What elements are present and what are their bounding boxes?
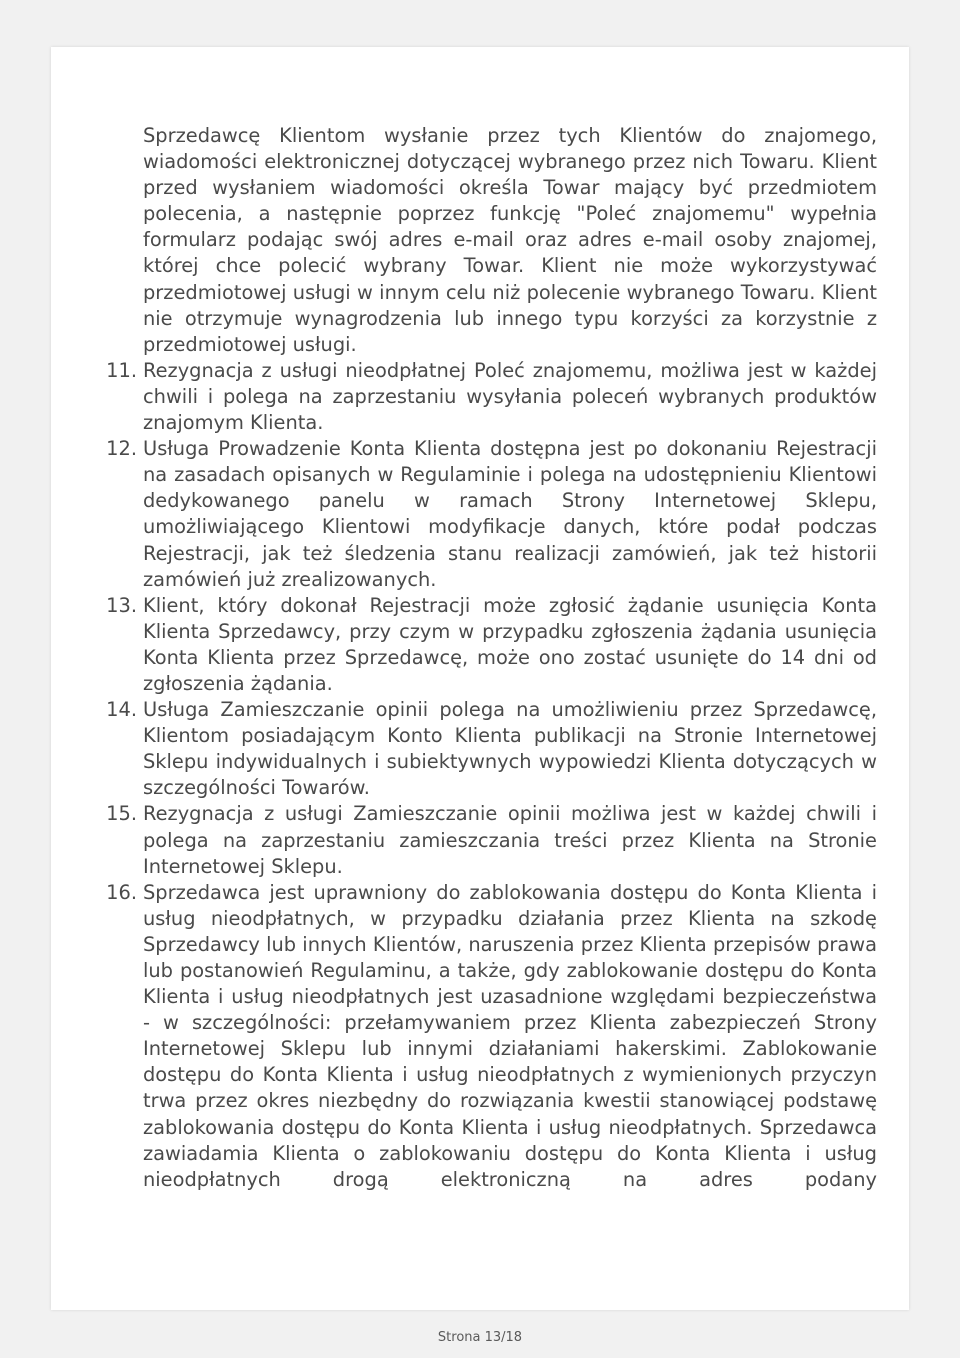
list-item-text: Usługa Zamieszczanie opinii polega na umożliwieniu przez Sprzedawcę, Klientom posiadającym Konto Klienta publikacji na Stronie Internetowej Sklepu indywidualnych i subiektywnych wypowiedzi Klienta dotyczących w szczególności Towarów.	[143, 698, 877, 800]
page-number: Strona 13/18	[437, 1330, 523, 1345]
list-item-number: 14.	[106, 698, 137, 722]
list-item	[106, 880, 877, 1193]
list-item-text: Klient, który dokonał Rejestracji może zgłosić żądanie usunięcia Konta Klienta Sprzedawcy, przy czym w przypadku zgłoszenia żądania usunięcia Konta Klienta przez Sprzedawcę, może ono zostać usunięte do 14 dni od zgłoszenia żądania.	[143, 593, 877, 695]
document-body	[106, 123, 877, 1193]
list-item-text: Rezygnacja z usługi Zamieszczanie opinii możliwa jest w każdej chwili i polega na zaprzestaniu zamieszczania treści przez Klienta na Stronie Internetowej Sklepu.	[143, 802, 877, 878]
list-item	[106, 358, 877, 436]
list-item-text: Sprzedawca jest uprawniony do zablokowania dostępu do Konta Klienta i usług nieodpłatnych, w przypadku działania przez Klienta na szkodę Sprzedawcy lub innych Klientów, naruszenia przez Klienta przepisów prawa lub postanowień Regulaminu, a także, gdy zablokowanie dostępu do Konta Klienta i usług nieodpłatnych jest uzasadnione względami bezpieczeństwa - w szczególności: przełamywaniem przez Klienta zabezpieczeń Strony Internetowej Sklepu lub innymi działaniami hakerskimi. Zablokowanie dostępu do Konta Klienta i usług nieodpłatnych z wymienionych przyczyn trwa przez okres niezbędny do rozwiązania kwestii stanowiącej podstawę zablokowania dostępu do Konta Klienta i usług nieodpłatnych. Sprzedawca zawiadamia Klienta o zablokowaniu dostępu do Konta Klienta i usług nieodpłatnych drogą elektroniczną na adres podany	[143, 880, 877, 1191]
list-item-text: Rezygnacja z usługi nieodpłatnej Poleć znajomemu, możliwa jest w każdej chwili i polega na zaprzestaniu wysyłania poleceń wybranych produktów znajomym Klienta.	[143, 358, 877, 435]
intro-paragraph: Sprzedawcę Klientom wysłanie przez tych Klientów do znajomego, wiadomości elektronicznej dotyczącej wybranego przez nich Towaru. Klient przed wysłaniem wiadomości określa Towar mający być przedmiotem polecenia, a następnie poprzez funkcję "Poleć znajomemu" wypełnia formularz podając swój adres e-mail oraz adres e-mail osoby znajomej, której chce polecić wybrany Towar. Klient nie może wykorzystywać przedmiotowej usługi w innym celu niż polecenie wybranego Towaru. Klient nie otrzymuje wynagrodzenia lub innego typu korzyści za korzystnie z przedmiotowej usługi.	[143, 124, 877, 356]
list-item	[106, 697, 877, 801]
list-item-number: 15.	[106, 802, 137, 826]
document-page	[51, 47, 909, 1310]
list-item-number: 16.	[106, 880, 137, 904]
list-item	[106, 593, 877, 697]
list-item-number: 13.	[106, 593, 137, 617]
list-item-text: Usługa Prowadzenie Konta Klienta dostępna jest po dokonaniu Rejestracji na zasadach opisanych w Regulaminie i polega na udostępnieniu Klientowi dedykowanego panelu w ramach Strony Internetowej Sklepu, umożliwiającego Klientowi modyfikacje danych, które podał podczas Rejestracji, jak też śledzenia stanu realizacji zamówień, jak też historii zamówień już zrealizowanych.	[143, 437, 877, 591]
list-item-number: 12.	[106, 437, 137, 461]
list-item	[106, 436, 877, 593]
list-item	[106, 801, 877, 879]
list-item-number: 11.	[106, 358, 137, 382]
